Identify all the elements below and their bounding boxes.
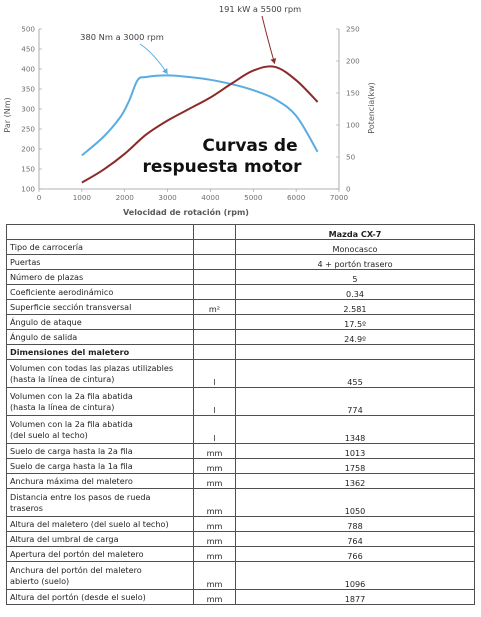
row-unit — [194, 255, 236, 270]
annotation-label: 191 kW a 5500 rpm — [218, 4, 302, 14]
row-value: 1362 — [236, 474, 475, 489]
row-label — [7, 315, 194, 330]
row-value: 766 — [236, 547, 475, 562]
chart-title-line-2: respuesta motor — [142, 157, 302, 177]
y-left-tick-label: 150 — [21, 164, 35, 174]
row-label-text: Dimensiones del maletero — [10, 346, 130, 357]
row-unit: mm — [194, 517, 236, 532]
row-label — [7, 270, 194, 285]
y-left-tick-label: 500 — [21, 24, 35, 34]
row-label — [7, 444, 194, 459]
row-unit: mm — [194, 444, 236, 459]
row-label — [7, 225, 194, 240]
table-row — [7, 532, 475, 547]
row-label — [7, 360, 194, 388]
row-label-text-2: traseros — [10, 502, 43, 513]
row-value: 17.5º — [236, 315, 475, 330]
row-value: 24.9º — [236, 330, 475, 345]
row-unit: l — [194, 416, 236, 444]
row-label — [7, 330, 194, 345]
row-label-text: Altura del portón (desde el suelo) — [10, 591, 146, 602]
row-label — [7, 489, 194, 517]
row-unit — [194, 330, 236, 345]
table-row — [7, 255, 475, 270]
table-row — [7, 270, 475, 285]
y-left-tick-label: 200 — [21, 144, 35, 154]
row-value: 1013 — [236, 444, 475, 459]
row-label — [7, 255, 194, 270]
table-row — [7, 562, 475, 590]
annotation-arrowhead — [270, 58, 276, 64]
x-tick-label: 3000 — [158, 193, 177, 202]
row-label-text: Suelo de carga hasta la 1a fila — [10, 460, 133, 471]
table-row — [7, 315, 475, 330]
table-row — [7, 590, 475, 605]
row-label — [7, 590, 194, 605]
x-axis-label: Velocidad de rotación (rpm) — [123, 208, 249, 217]
row-label — [7, 459, 194, 474]
row-label-text: Anchura máxima del maletero — [10, 475, 133, 486]
y-right-tick-label: 50 — [346, 152, 356, 162]
row-unit — [194, 240, 236, 255]
y-right-tick-label: 250 — [346, 24, 360, 34]
table-header-row — [7, 225, 475, 240]
row-unit: mm — [194, 590, 236, 605]
table-row — [7, 300, 475, 315]
row-value: 1758 — [236, 459, 475, 474]
row-label-text-2: abierto (suelo) — [10, 575, 70, 586]
x-tick-label: 6000 — [286, 193, 306, 202]
y-axis-left-label: Par (Nm) — [3, 97, 12, 133]
row-label — [7, 474, 194, 489]
row-label — [7, 547, 194, 562]
y-right-tick-label: 0 — [346, 184, 351, 194]
table-row — [7, 444, 475, 459]
row-unit — [194, 345, 236, 360]
row-unit — [194, 315, 236, 330]
row-label-text-2: (del suelo al techo) — [10, 429, 88, 440]
row-label-text: Volumen con la 2a fila abatida — [10, 419, 133, 430]
row-label-text-2: (hasta la línea de cintura) — [10, 401, 115, 412]
table-row — [7, 285, 475, 300]
row-unit: mm — [194, 562, 236, 590]
row-label-text: Suelo de carga hasta la 2a fila — [10, 445, 133, 456]
y-right-tick-label: 100 — [346, 120, 360, 130]
row-label — [7, 300, 194, 315]
row-label-text: Volumen con todas las plazas utilizables — [10, 363, 174, 374]
row-unit — [194, 225, 236, 240]
annotation-arrowhead — [162, 68, 167, 74]
table-row — [7, 474, 475, 489]
row-label-text: Volumen con la 2a fila abatida — [10, 391, 133, 402]
y-left-tick-label: 350 — [21, 84, 35, 94]
table-row — [7, 416, 475, 444]
table-row — [7, 330, 475, 345]
row-value: 1348 — [236, 416, 475, 444]
row-label — [7, 388, 194, 416]
row-value: Monocasco — [236, 240, 475, 255]
row-label-text: Número de plazas — [10, 271, 84, 282]
table-row — [7, 240, 475, 255]
table-row — [7, 345, 475, 360]
table-row — [7, 388, 475, 416]
y-left-tick-label: 250 — [21, 124, 35, 134]
row-unit: mm — [194, 474, 236, 489]
annotation-arrow — [262, 16, 275, 64]
row-label-text: Puertas — [10, 256, 41, 267]
row-value: 455 — [236, 360, 475, 388]
annotation-arrow — [140, 44, 168, 74]
x-tick-label: 7000 — [329, 193, 349, 202]
specifications-table — [6, 224, 475, 605]
row-label-text: Ángulo de ataque — [10, 316, 82, 327]
row-label-text: Altura del umbral de carga — [10, 533, 119, 544]
table-row — [7, 489, 475, 517]
x-tick-label: 1000 — [72, 193, 92, 202]
row-value — [236, 345, 475, 360]
chart-title-line-1: Curvas de — [202, 136, 298, 156]
y-left-tick-label: 100 — [21, 184, 35, 194]
row-unit: m² — [194, 300, 236, 315]
y-left-tick-label: 300 — [21, 104, 35, 114]
y-right-tick-label: 150 — [346, 88, 360, 98]
row-value: 764 — [236, 532, 475, 547]
row-label-text: Coeficiente aerodinámico — [10, 286, 114, 297]
y-axis-right-label: Potencia(kw) — [367, 82, 376, 134]
row-value: 0.34 — [236, 285, 475, 300]
row-label — [7, 532, 194, 547]
row-label — [7, 416, 194, 444]
table-row — [7, 459, 475, 474]
chart-annotations — [80, 4, 301, 74]
row-value: 1877 — [236, 590, 475, 605]
row-unit: l — [194, 360, 236, 388]
row-value: 1096 — [236, 562, 475, 590]
row-unit: mm — [194, 489, 236, 517]
row-value: 5 — [236, 270, 475, 285]
table-row — [7, 360, 475, 388]
row-label — [7, 285, 194, 300]
row-label-text: Altura del maletero (del suelo al techo) — [10, 518, 169, 529]
table-row — [7, 547, 475, 562]
row-unit: mm — [194, 532, 236, 547]
row-value: 4 + portón trasero — [236, 255, 475, 270]
row-unit — [194, 285, 236, 300]
row-label — [7, 345, 194, 360]
row-value: Mazda CX-7 — [236, 225, 475, 240]
row-label-text-2: (hasta la línea de cintura) — [10, 373, 115, 384]
row-value: 788 — [236, 517, 475, 532]
table-row — [7, 517, 475, 532]
row-unit: mm — [194, 459, 236, 474]
row-label-text: Anchura del portón del maletero — [10, 565, 142, 576]
x-tick-label: 4000 — [201, 193, 220, 202]
y-left-tick-label: 450 — [21, 44, 35, 54]
row-unit — [194, 270, 236, 285]
row-value: 2.581 — [236, 300, 475, 315]
x-tick-label: 5000 — [244, 193, 263, 202]
y-right-tick-label: 200 — [346, 56, 360, 66]
row-label-text: Ángulo de salida — [10, 331, 78, 342]
row-unit: l — [194, 388, 236, 416]
row-label — [7, 240, 194, 255]
row-unit: mm — [194, 547, 236, 562]
row-label-text: Apertura del portón del maletero — [10, 548, 144, 559]
x-tick-label: 0 — [36, 193, 42, 202]
row-value: 774 — [236, 388, 475, 416]
y-left-tick-label: 400 — [21, 64, 35, 74]
annotation-label: 380 Nm a 3000 rpm — [80, 32, 164, 42]
row-value: 1050 — [236, 489, 475, 517]
row-label — [7, 517, 194, 532]
engine-curve-chart — [0, 0, 481, 222]
row-label — [7, 562, 194, 590]
row-label-text: Distancia entre los pasos de rueda — [10, 492, 151, 503]
x-tick-label: 2000 — [115, 193, 134, 202]
row-label-text: Tipo de carrocería — [10, 241, 83, 252]
row-label-text: Superficie sección transversal — [10, 301, 132, 312]
